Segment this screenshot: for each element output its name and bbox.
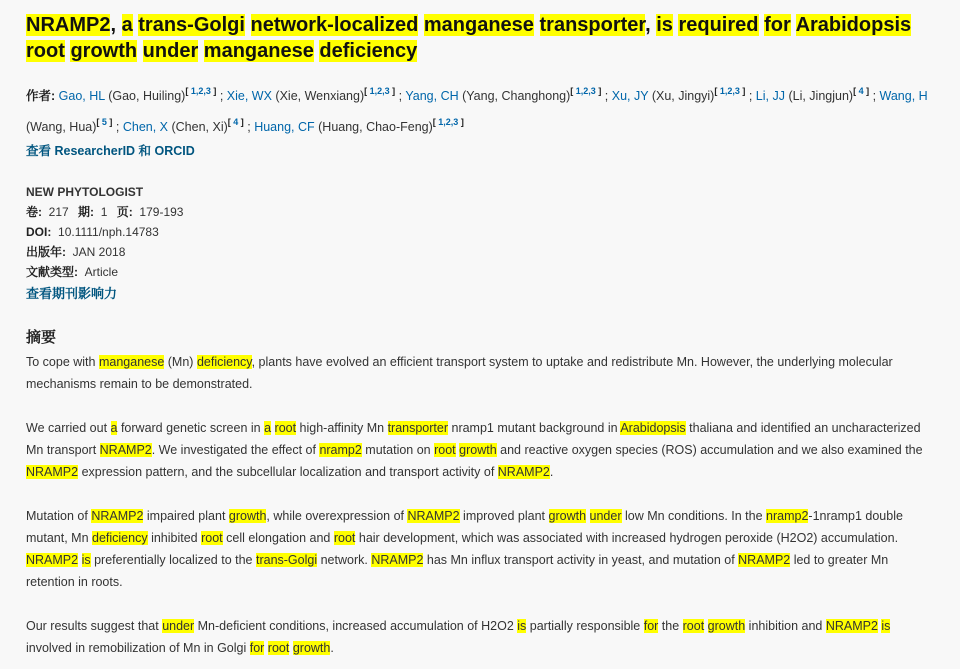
abstract-text: high-affinity Mn (296, 421, 388, 435)
search-highlight: is (656, 14, 673, 36)
abstract-text: Mn-deficient conditions, increased accumulation of H2O2 (194, 619, 518, 633)
abstract-text: nramp1 mutant background in (448, 421, 621, 435)
article-title (26, 12, 934, 64)
author-full-name: (Li, Jingjun) (784, 89, 854, 103)
abstract-text: impaired plant (143, 509, 229, 523)
researcherid-orcid-link[interactable]: 查看 ResearcherID 和 ORCID (26, 144, 195, 158)
abstract-text (271, 421, 274, 435)
affiliation-refs[interactable]: [ 1,2,3 ] (364, 86, 396, 96)
author-full-name: (Huang, Chao-Feng) (314, 120, 433, 134)
search-highlight: growth (548, 509, 587, 523)
affiliation-refs[interactable]: [ 1,2,3 ] (714, 86, 746, 96)
abstract-text: . (330, 641, 334, 655)
affiliation-refs[interactable]: [ 1,2,3 ] (185, 86, 217, 96)
search-highlight: a (264, 421, 272, 435)
abstract-text: low Mn conditions. In the (621, 509, 767, 523)
abstract-text: led to greater Mn retention in roots. (26, 553, 889, 589)
search-highlight: NRAMP2 (26, 465, 79, 479)
doi-value: 10.1111/nph.14783 (58, 225, 159, 239)
source-meta (26, 182, 934, 304)
search-highlight: nramp2 (319, 443, 362, 457)
issue-label: 期: (78, 205, 95, 219)
title-text (137, 40, 143, 62)
author-link[interactable]: Wang, H (879, 89, 928, 103)
search-highlight: required (678, 14, 759, 36)
search-highlight: NRAMP2 (371, 553, 424, 567)
year-value: JAN 2018 (72, 245, 126, 259)
author-link[interactable]: Gao, HL (58, 89, 105, 103)
search-highlight: NRAMP2 (825, 619, 878, 633)
search-highlight: deficiency (196, 355, 252, 369)
title-text (791, 14, 796, 36)
search-highlight: manganese (98, 355, 165, 369)
abstract-text: network. (317, 553, 372, 567)
search-highlight: for (643, 619, 659, 633)
volume-issue-pages-row (26, 202, 934, 222)
abstract-text: To cope with (26, 355, 99, 369)
abstract-text: preferentially localized to the (90, 553, 256, 567)
authors-block (26, 78, 934, 140)
search-highlight: manganese (203, 40, 314, 62)
search-highlight: growth (707, 619, 746, 633)
author-separator: ; (745, 89, 756, 103)
search-highlight: trans-Golgi (138, 14, 245, 36)
search-highlight: is (881, 619, 891, 633)
search-highlight: growth (228, 509, 267, 523)
search-highlight: growth (292, 641, 331, 655)
volume-label: 卷: (26, 205, 42, 219)
abstract-text: the (658, 619, 683, 633)
search-highlight: growth (459, 443, 497, 457)
search-highlight: root (267, 641, 290, 655)
search-highlight: NRAMP2 (497, 465, 550, 479)
affiliation-refs[interactable]: [ 5 ] (96, 117, 113, 127)
author-separator: ; (395, 89, 406, 103)
abstract-text: We carried out (26, 421, 111, 435)
author-link[interactable]: Xu, JY (611, 89, 649, 103)
abstract-text: , plants have evolved an efficient transport system to uptake and redistribute Mn. However, the underlying molecular mechanisms remain to be demonstrated. (26, 355, 893, 391)
author-full-name: (Yang, Changhong) (458, 89, 571, 103)
search-highlight: for (249, 641, 265, 655)
year-label: 出版年: (26, 245, 66, 259)
abstract-text: cell elongation and (222, 531, 334, 545)
abstract-text: and reactive oxygen species (ROS) accumulation and we also examined the (496, 443, 923, 457)
pages-label: 页: (116, 205, 133, 219)
author-link[interactable]: Yang, CH (405, 89, 459, 103)
abstract-text: expression pattern, and the subcellular localization and transport activity of (78, 465, 498, 479)
search-highlight: trans-Golgi (255, 553, 318, 567)
author-link[interactable]: Huang, CF (254, 120, 315, 134)
abstract-text: Mutation of (26, 509, 92, 523)
author-link[interactable]: Xie, WX (226, 89, 272, 103)
search-highlight: NRAMP2 (407, 509, 460, 523)
abstract-text (586, 509, 589, 523)
abstract-body (26, 351, 934, 659)
issue-value: 1 (100, 205, 108, 219)
title-text: , (110, 14, 122, 36)
search-highlight: is (81, 553, 91, 567)
abstract-text: . (549, 465, 554, 479)
abstract-heading: 摘要 (26, 329, 57, 346)
title-text (198, 40, 204, 62)
author-separator: ; (243, 120, 255, 134)
search-highlight: for (764, 14, 791, 36)
abstract-text: has Mn influx transport activity in yeast, and mutation of (423, 553, 739, 567)
search-highlight: root (274, 421, 297, 435)
search-highlight: root (26, 40, 65, 62)
abstract-text: involved in remobilization of Mn in Golgi (26, 641, 250, 655)
affiliation-refs[interactable]: [ 1,2,3 ] (432, 117, 464, 127)
search-highlight: Arabidopsis (620, 421, 686, 435)
author-full-name: (Wang, Hua) (26, 120, 97, 134)
title-text (534, 14, 540, 36)
abstract-text: partially responsible (526, 619, 644, 633)
abstract-text: -1nramp1 double mutant, Mn (26, 509, 903, 545)
title-text: , (645, 14, 657, 36)
author-full-name: (Xu, Jingyi) (648, 89, 715, 103)
author-separator: ; (216, 89, 227, 103)
search-highlight: nramp2 (766, 509, 809, 523)
author-separator: ; (869, 89, 880, 103)
abstract-text: mutation on (361, 443, 435, 457)
abstract-text: hair development, which was associated with increased hydrogen peroxide (H2O2) accumulation. (355, 531, 899, 545)
doi-row (26, 222, 934, 242)
search-highlight: growth (70, 40, 138, 62)
author-separator: ; (601, 89, 612, 103)
doi-label: DOI: (26, 225, 52, 239)
abstract-text: inhibited (147, 531, 202, 545)
author-full-name: (Chen, Xi) (168, 120, 228, 134)
author-separator: ; (112, 120, 123, 134)
search-highlight: NRAMP2 (26, 14, 111, 36)
search-highlight: is (517, 619, 527, 633)
search-highlight: under (142, 40, 199, 62)
abstract-text: Our results suggest that (26, 619, 163, 633)
journal-impact-link[interactable]: 查看期刊影响力 (26, 286, 118, 301)
affiliation-refs[interactable]: [ 4 ] (853, 86, 870, 96)
abstract-paragraph (26, 615, 934, 659)
pages-value: 179-193 (139, 205, 184, 219)
search-highlight: transporter (387, 421, 449, 435)
search-highlight: transporter (539, 14, 646, 36)
search-highlight: deficiency (92, 531, 148, 545)
author-full-name: (Xie, Wenxiang) (271, 89, 365, 103)
abstract-text: . We investigated the effect of (151, 443, 320, 457)
search-highlight: root (682, 619, 705, 633)
abstract-text: improved plant (459, 509, 549, 523)
year-row (26, 242, 934, 262)
abstract-text: inhibition and (745, 619, 826, 633)
search-highlight: NRAMP2 (26, 553, 79, 567)
volume-value: 217 (48, 205, 69, 219)
abstract-paragraph (26, 505, 934, 593)
author-link[interactable]: Chen, X (122, 120, 169, 134)
affiliation-refs[interactable]: [ 1,2,3 ] (570, 86, 602, 96)
doc-type-value: Article (84, 265, 119, 279)
authors-label: 作者: (26, 89, 56, 103)
abstract-text: (Mn) (164, 355, 197, 369)
search-highlight: under (162, 619, 195, 633)
abstract-text: forward genetic screen in (117, 421, 265, 435)
author-list (26, 86, 928, 134)
doc-type-row (26, 262, 934, 282)
search-highlight: NRAMP2 (738, 553, 791, 567)
search-highlight: NRAMP2 (91, 509, 144, 523)
search-highlight: network-localized (250, 14, 419, 36)
abstract-text: , while overexpression of (266, 509, 408, 523)
abstract-paragraph (26, 417, 934, 483)
search-highlight: NRAMP2 (99, 443, 152, 457)
search-highlight: root (333, 531, 356, 545)
search-highlight: manganese (423, 14, 534, 36)
title-text (245, 14, 251, 36)
author-link[interactable]: Li, JJ (755, 89, 785, 103)
journal-name: NEW PHYTOLOGIST (26, 185, 144, 199)
abstract-paragraph (26, 351, 934, 395)
search-highlight: Arabidopsis (795, 14, 912, 36)
search-highlight: root (201, 531, 223, 545)
affiliation-refs[interactable]: [ 4 ] (227, 117, 244, 127)
doc-type-label: 文献类型: (26, 265, 78, 279)
search-highlight: a (110, 421, 118, 435)
abstract-text: thaliana and identified an uncharacterized Mn transport (26, 421, 921, 457)
search-highlight: root (434, 443, 456, 457)
search-highlight: a (121, 14, 133, 36)
author-full-name: (Gao, Huiling) (104, 89, 186, 103)
search-highlight: deficiency (319, 40, 418, 62)
search-highlight: under (589, 509, 622, 523)
